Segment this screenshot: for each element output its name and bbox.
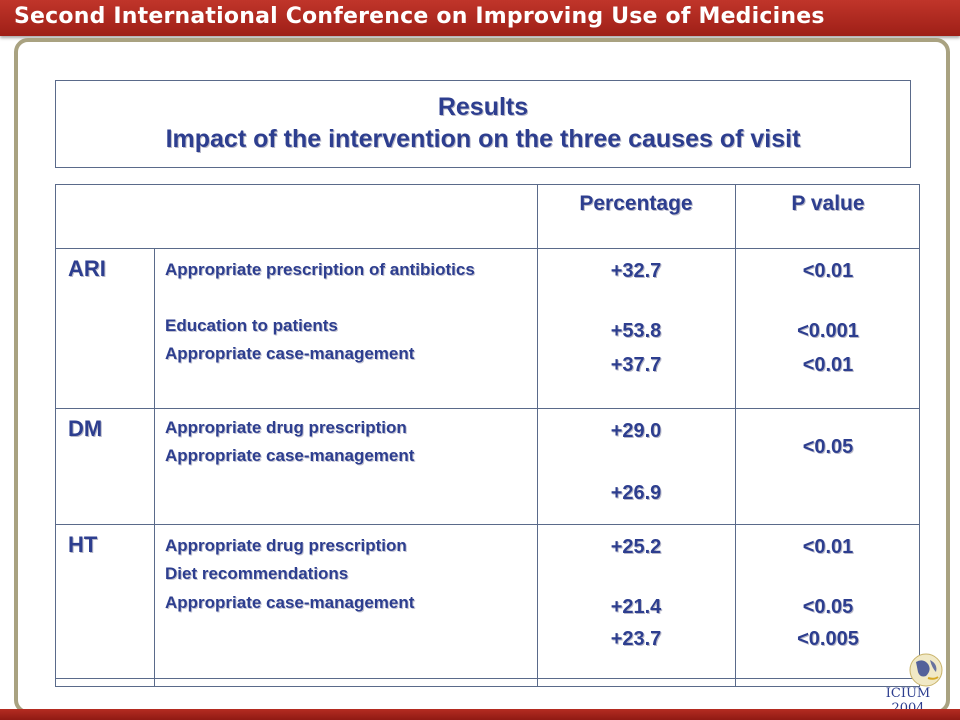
percentage-value: +53.8 <box>610 320 662 342</box>
top-banner <box>0 0 960 36</box>
intervention-item: Appropriate drug prescription <box>165 536 407 555</box>
table-divider <box>55 408 920 409</box>
intervention-item: Education to patients <box>165 316 338 335</box>
percentage-value: +37.7 <box>610 354 662 376</box>
percentage-value: +26.9 <box>610 482 662 504</box>
intervention-item: Diet recommendations <box>165 564 349 583</box>
icium-logo <box>868 650 948 710</box>
percentage-value: +29.0 <box>610 420 662 442</box>
logo-text: ICIUM <box>885 686 931 701</box>
intervention-item: Appropriate drug prescription <box>165 418 407 437</box>
cause-label: DM <box>68 416 103 441</box>
globe-icon <box>868 650 948 690</box>
intervention-item: Appropriate case-management <box>165 344 415 363</box>
intervention-item: Appropriate case-management <box>165 593 415 612</box>
table-divider <box>55 248 920 249</box>
table-divider <box>55 524 920 525</box>
p-value: <0.01 <box>802 260 854 282</box>
bottom-banner <box>0 709 960 720</box>
percentage-value: +21.4 <box>610 596 662 618</box>
percentage-value: +32.7 <box>610 260 662 282</box>
header-percentage: Percentage <box>579 192 693 215</box>
cause-label: ARI <box>68 256 106 281</box>
percentage-value: +23.7 <box>610 628 662 650</box>
p-value: <0.01 <box>802 354 854 376</box>
header-p-value: P value <box>791 192 865 215</box>
p-value: <0.001 <box>797 320 859 342</box>
slide-heading: Results <box>437 93 529 121</box>
p-value: <0.05 <box>802 596 854 618</box>
table-divider <box>154 249 155 687</box>
conference-title: Second International Conference on Improving Use of Medicines <box>14 4 825 29</box>
p-value: <0.005 <box>797 628 859 650</box>
percentage-value: +25.2 <box>610 536 662 558</box>
table-divider <box>55 678 920 679</box>
intervention-item: Appropriate prescription of antibiotics <box>165 260 475 279</box>
slide-subheading: Impact of the intervention on the three causes of visit <box>165 125 801 153</box>
slide-title-box <box>55 80 911 168</box>
intervention-item: Appropriate case-management <box>165 446 415 465</box>
cause-label: HT <box>68 532 98 557</box>
p-value: <0.01 <box>802 536 854 558</box>
p-value: <0.05 <box>802 436 854 458</box>
